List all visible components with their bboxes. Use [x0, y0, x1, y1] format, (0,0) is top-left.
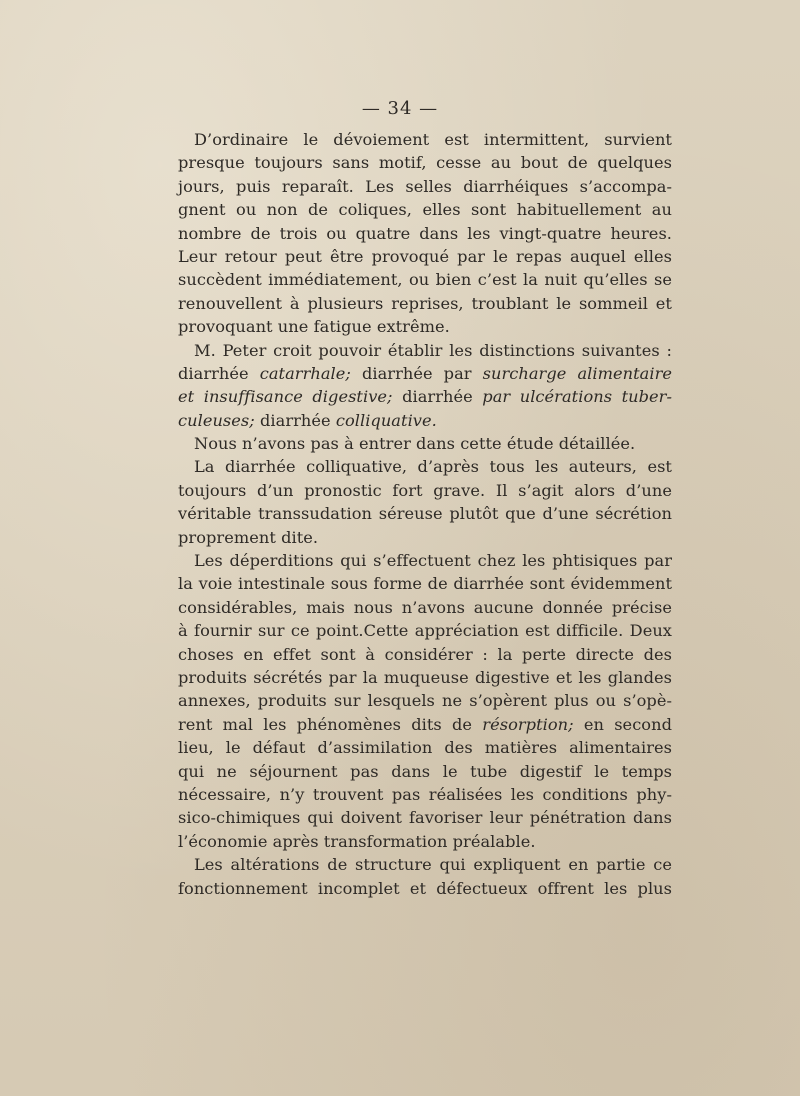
text-span: l’économie après transformation préalable. [178, 831, 536, 851]
text-line [178, 339, 672, 362]
italic-text: surcharge alimentaire [482, 363, 673, 383]
text-line [178, 385, 672, 408]
text-line [178, 198, 672, 221]
italic-text: culeuses; [178, 410, 255, 430]
page-number: — 34 — [361, 98, 439, 119]
text-line [178, 315, 672, 338]
text-span: Les déperditions qui s’effectuent chez les phtisiques par [194, 551, 672, 571]
text-line [178, 151, 672, 174]
text-span: gnent ou non de coliques, elles sont habituellement au [178, 200, 672, 220]
text-span: nécessaire, n’y trouvent pas réalisées les conditions phy- [178, 784, 672, 804]
text-line [178, 292, 672, 315]
text-line [178, 713, 672, 736]
text-span: nombre de trois ou quatre dans les vingt-quatre heures. [178, 223, 672, 243]
text-span: lieu, le défaut d’assimilation des matières alimentaires [178, 738, 672, 758]
text-span: la voie intestinale sous forme de diarrhée sont évidemment [178, 574, 672, 594]
text-span: presque toujours sans motif, cesse au bout de quelques [178, 153, 672, 173]
text-line [178, 128, 672, 151]
text-span: renouvellent à plusieurs reprises, troublant le sommeil et [178, 293, 672, 313]
text-line [178, 222, 672, 245]
text-span: rent mal les phénomènes dits de [178, 714, 483, 734]
text-span: succèdent immédiatement, ou bien c’est la nuit qu’elles se [178, 270, 672, 290]
text-line [178, 806, 672, 829]
text-line [178, 479, 672, 502]
text-span: fonctionnement incomplet et défectueux offrent les plus [178, 878, 672, 898]
text-line [178, 689, 672, 712]
text-span: D’ordinaire le dévoiement est intermittent, survient [194, 130, 672, 149]
italic-text: et insuffisance digestive; [178, 387, 393, 407]
text-line [178, 619, 672, 642]
italic-text: résorption; [482, 714, 574, 734]
text-line [178, 572, 672, 595]
text-span: M. Peter croit pouvoir établir les distinctions suivantes : [194, 340, 672, 360]
text-span: véritable transsudation séreuse plutôt que d’une sécrétion [178, 504, 672, 524]
text-span: diarrhée [178, 363, 260, 383]
text-line [178, 877, 672, 900]
text-line [178, 736, 672, 759]
text-span: considérables, mais nous n’avons aucune donnée précise [178, 597, 672, 617]
text-span: proprement dite. [178, 527, 319, 547]
text-line [178, 830, 672, 853]
text-line [178, 455, 672, 478]
text-span: La diarrhée colliquative, d’après tous les auteurs, est [194, 457, 672, 477]
text-line [178, 666, 672, 689]
text-line [178, 409, 672, 432]
body-text [178, 128, 672, 900]
text-line [178, 245, 672, 268]
text-span: produits sécrétés par la muqueuse digestive et les glandes [178, 667, 672, 687]
text-span: choses en effet sont à considérer : la perte directe des [178, 644, 672, 664]
italic-text: catarrhale; [259, 363, 351, 383]
text-line [178, 268, 672, 291]
text-line [178, 760, 672, 783]
text-line [178, 596, 672, 619]
text-span: annexes, produits sur lesquels ne s’opèrent plus ou s’opè- [178, 691, 672, 711]
text-line [178, 432, 672, 455]
text-span: jours, puis reparaît. Les selles diarrhéiques s’accompa- [178, 176, 672, 196]
text-span: qui ne séjournent pas dans le tube digestif le temps [178, 761, 672, 781]
text-span: diarrhée [392, 387, 483, 407]
text-span: sico-chimiques qui doivent favoriser leur pénétration dans [178, 808, 672, 828]
text-span: toujours d’un pronostic fort grave. Il s’agit alors d’une [178, 480, 672, 500]
text-span: à fournir sur ce point.Cette appréciation est difficile. Deux [178, 621, 672, 641]
italic-text: par ulcérations tuber- [482, 387, 672, 407]
italic-text: colliquative. [335, 410, 437, 430]
text-span: en second [573, 714, 672, 734]
text-span: Leur retour peut être provoqué par le repas auquel elles [178, 246, 672, 266]
text-line [178, 783, 672, 806]
text-line [178, 643, 672, 666]
text-span: Les altérations de structure qui expliquent en partie ce [194, 855, 672, 875]
text-line [178, 362, 672, 385]
text-line [178, 526, 672, 549]
text-line [178, 853, 672, 876]
text-line [178, 549, 672, 572]
text-span: provoquant une fatigue extrême. [178, 317, 450, 337]
text-line [178, 502, 672, 525]
text-span: diarrhée par [350, 363, 483, 383]
text-line [178, 175, 672, 198]
text-span: Nous n’avons pas à entrer dans cette étude détaillée. [194, 434, 636, 454]
text-span: diarrhée [254, 410, 336, 430]
